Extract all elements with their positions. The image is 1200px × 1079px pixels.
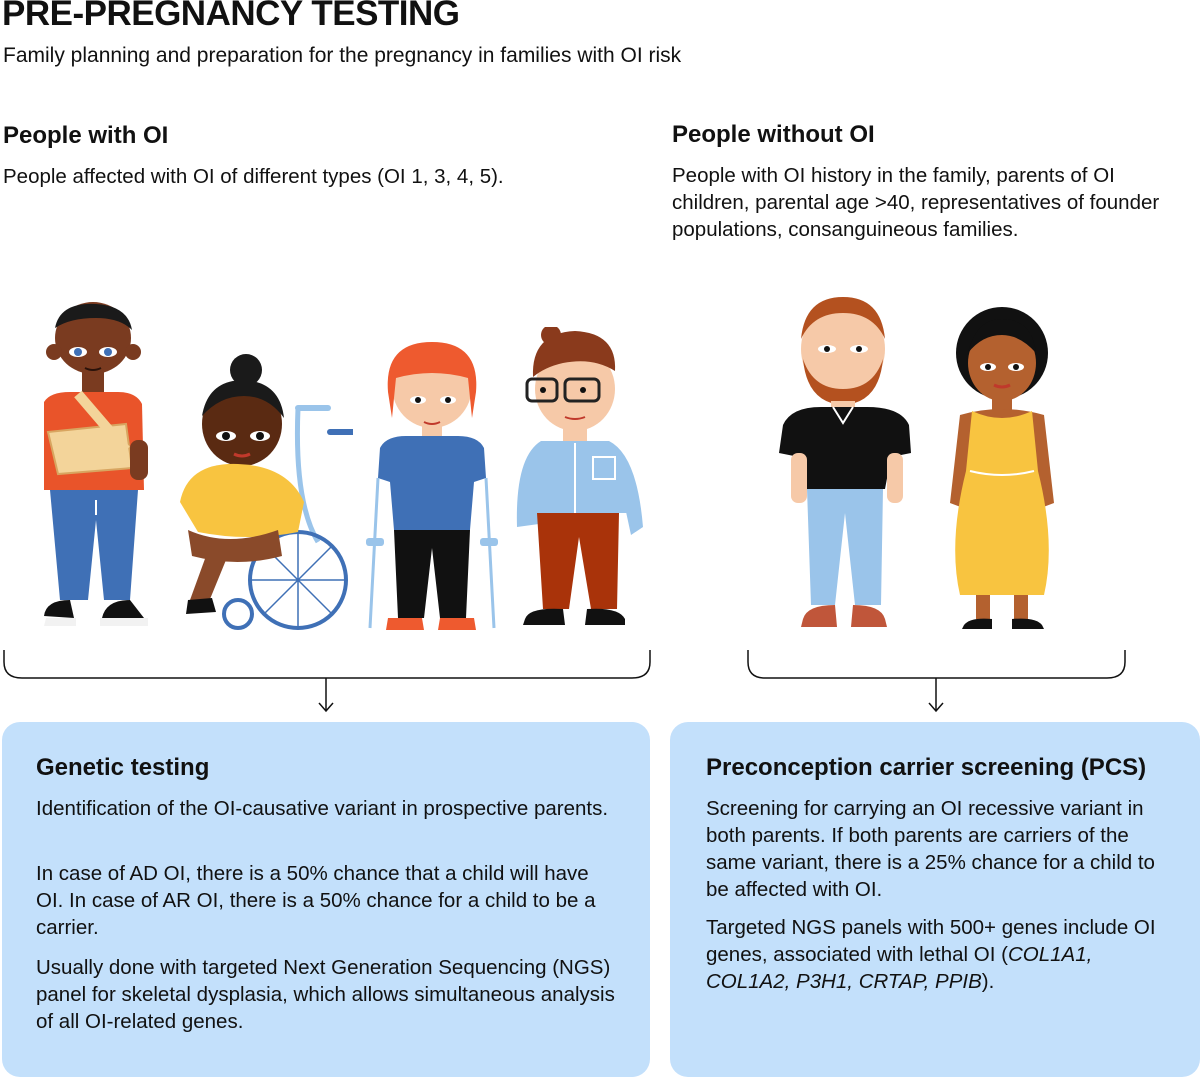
genetic-testing-box (2, 722, 650, 1077)
person-crutches-illustration (366, 338, 498, 635)
person-bearded-man-illustration (777, 293, 917, 631)
genetic-testing-paragraph-3: Usually done with targeted Next Generation Sequencing (NGS) panel for skeletal dysplasia, which allows simultaneous analysis of all OI-related genes. (36, 956, 615, 1033)
pcs-title: Preconception carrier screening (PCS) (706, 754, 1147, 781)
pcs-paragraph-1: Screening for carrying an OI recessive variant in both parents. If both parents are carriers of the same variant, there is a 25% chance for a child to be affected with OI. (706, 797, 1155, 901)
group-without-oi-description: People with OI history in the family, parents of OI children, parental age >40, representatives of founder populations, consanguineous families. (672, 164, 1160, 241)
person-yellow-dress-illustration (940, 303, 1065, 633)
page-subtitle: Family planning and preparation for the pregnancy in families with OI risk (3, 44, 682, 67)
left-bracket-arrow (0, 648, 660, 718)
page-title: PRE-PREGNANCY TESTING (2, 0, 460, 33)
group-with-oi-description: People affected with OI of different types (OI 1, 3, 4, 5). (3, 165, 504, 188)
pcs-box (670, 722, 1200, 1077)
group-with-oi-title: People with OI (3, 122, 169, 149)
person-glasses-illustration (513, 327, 658, 633)
pcs-paragraph-2 (706, 914, 1161, 995)
right-bracket-arrow (745, 648, 1130, 718)
group-without-oi-title: People without OI (672, 121, 875, 148)
genetic-testing-paragraph-2: In case of AD OI, there is a 50% chance that a child will have OI. In case of AR OI, there is a 50% chance for a child to be a carrier. (36, 862, 596, 939)
person-arm-sling-illustration (30, 300, 160, 635)
pcs-paragraph-2-start: Targeted NGS panels with 500+ genes include OI genes, associated with lethal OI ( (706, 916, 1156, 966)
person-wheelchair-illustration (168, 352, 353, 637)
pcs-gene-list: COL1A1, COL1A2, P3H1, CRTAP, PPIB (706, 943, 1093, 993)
genetic-testing-paragraph-1: Identification of the OI-causative variant in prospective parents. (36, 797, 609, 820)
pcs-paragraph-2-end: ). (981, 970, 995, 993)
genetic-testing-title: Genetic testing (36, 754, 210, 781)
